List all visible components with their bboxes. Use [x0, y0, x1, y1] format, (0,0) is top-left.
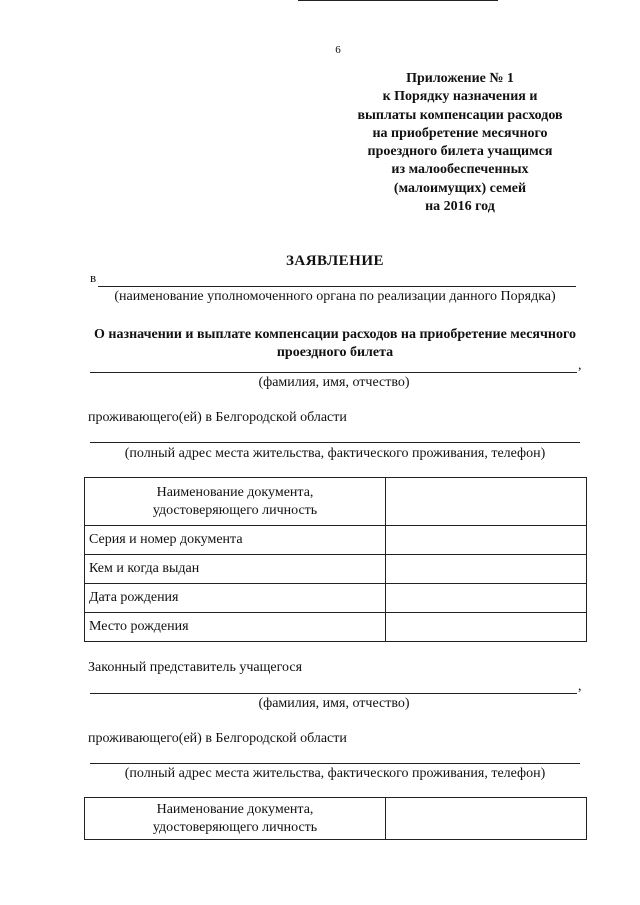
- applicant-fio-line[interactable]: [90, 372, 577, 373]
- application-subject: О назначении и выплате компенсации расходов на приобретение месячного проездного билета: [94, 327, 576, 360]
- document-name-header: Наименование документа, удостоверяющего личность: [85, 798, 386, 840]
- appendix-line: Приложение № 1: [406, 71, 514, 86]
- representative-document-table: [84, 797, 587, 840]
- top-edge-line: [298, 0, 498, 1]
- recipient-prefix: в: [90, 270, 97, 285]
- document-name-value-cell[interactable]: [386, 798, 587, 840]
- representative-fio-comma: ,: [578, 679, 582, 694]
- representative-fio-caption: (фамилия, имя, отчество): [258, 696, 410, 711]
- table-row: [85, 526, 587, 555]
- appendix-line: проездного билета учащимся: [367, 144, 553, 160]
- document-title: ЗАЯВЛЕНИЕ: [285, 253, 385, 269]
- organ-caption: (наименование уполномоченного органа по реализации данного Порядка): [114, 289, 556, 304]
- applicant-address-line[interactable]: [90, 442, 580, 443]
- appendix-header: [330, 70, 590, 216]
- birth-place-value-cell[interactable]: [386, 613, 587, 642]
- representative-address-line[interactable]: [90, 763, 580, 764]
- appendix-line: из малообеспеченных: [391, 162, 529, 178]
- document-name-header: Наименование документа, удостоверяющего личность: [85, 478, 386, 526]
- applicant-fio-caption: (фамилия, имя, отчество): [258, 375, 410, 390]
- representative-label: Законный представитель учащегося: [88, 660, 303, 675]
- appendix-line: выплаты компенсации расходов: [357, 107, 563, 123]
- applicant-document-table: [84, 477, 587, 642]
- table-row: [85, 584, 587, 613]
- document-series-label: Серия и номер документа: [85, 526, 386, 555]
- applicant-address-caption: (полный адрес места жительства, фактического проживания, телефон): [124, 446, 546, 461]
- birth-date-value-cell[interactable]: [386, 584, 587, 613]
- table-row: [85, 798, 587, 840]
- document-series-value-cell[interactable]: [386, 526, 587, 555]
- applicant-residing-label: проживающего(ей) в Белгородской области: [88, 410, 347, 425]
- representative-fio-line[interactable]: [90, 693, 577, 694]
- appendix-line: (малоимущих) семей: [393, 180, 527, 196]
- representative-residing-label: проживающего(ей) в Белгородской области: [88, 731, 347, 746]
- document-issued-label: Кем и когда выдан: [85, 555, 386, 584]
- page-number: 6: [335, 44, 341, 56]
- table-row: [85, 555, 587, 584]
- table-row: [85, 478, 587, 526]
- recipient-line[interactable]: [98, 286, 576, 287]
- birth-date-label: Дата рождения: [85, 584, 386, 613]
- document-name-value-cell[interactable]: [386, 478, 587, 526]
- representative-address-caption: (полный адрес места жительства, фактического проживания, телефон): [124, 766, 546, 781]
- document-issued-value-cell[interactable]: [386, 555, 587, 584]
- applicant-fio-comma: ,: [578, 358, 582, 373]
- appendix-line: к Порядку назначения и: [382, 89, 538, 105]
- appendix-line: на приобретение месячного: [372, 125, 548, 141]
- table-row: [85, 613, 587, 642]
- appendix-line: на 2016 год: [425, 199, 495, 215]
- birth-place-label: Место рождения: [85, 613, 386, 642]
